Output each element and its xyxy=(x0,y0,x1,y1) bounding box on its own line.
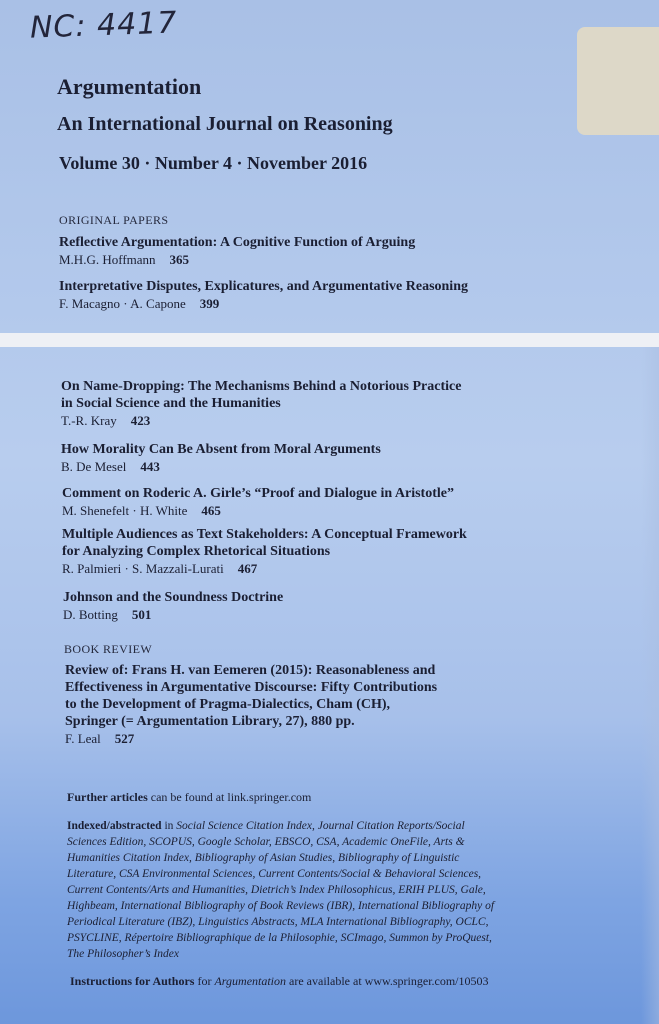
article-entry xyxy=(61,378,461,429)
article-page: 467 xyxy=(237,561,258,576)
indexed-line: Periodical Literature (IBZ), Linguistics Abstracts, MLA International Bibliography, OCLC, xyxy=(67,916,489,928)
article-page: 501 xyxy=(131,607,152,622)
handwritten-note: NC: 4417 xyxy=(29,5,178,46)
library-sticker xyxy=(577,27,659,135)
indexed-line: Highbeam, International Bibliography of Book Reviews (IBR), International Bibliography of xyxy=(67,900,495,912)
instructions-note xyxy=(70,974,489,989)
indexed-line: Social Science Citation Index, Journal Citation Reports/Social xyxy=(176,820,465,832)
article-authors: R. Palmieri · S. Mazzali-Lurati xyxy=(62,561,224,576)
book-review-title: Effectiveness in Argumentative Discourse: Fifty Contributions xyxy=(65,680,438,695)
article-page: 443 xyxy=(140,459,160,474)
article-page: 423 xyxy=(130,413,151,428)
indexed-line: Current Contents/Arts and Humanities, Dietrich’s Index Philosophicus, ERIH PLUS, Gale, xyxy=(67,884,486,896)
instructions-link-text: are available at www.springer.com/10503 xyxy=(289,974,489,988)
indexed-abstracted-note xyxy=(67,818,647,962)
article-title: How Morality Can Be Absent from Moral Arguments xyxy=(61,442,381,457)
instructions-for: for xyxy=(197,974,212,988)
article-page: 365 xyxy=(169,252,190,267)
article-title: Johnson and the Soundness Doctrine xyxy=(63,590,284,605)
indexed-line: Sciences Edition, SCOPUS, Google Scholar, EBSCO, CSA, Academic OneFile, Arts & xyxy=(67,836,465,848)
article-title: Interpretative Disputes, Explicatures, and Argumentative Reasoning xyxy=(59,279,468,294)
indexed-lead: Indexed/abstracted xyxy=(67,820,162,832)
book-review-title: Springer (= Argumentation Library, 27), 880 pp. xyxy=(65,714,355,729)
further-articles-note xyxy=(67,790,311,805)
article-page: 465 xyxy=(201,503,221,518)
instructions-lead: Instructions for Authors xyxy=(70,974,195,988)
article-title: Reflective Argumentation: A Cognitive Function of Arguing xyxy=(59,235,416,250)
book-review-label: BOOK REVIEW xyxy=(64,642,153,656)
article-authors: M.H.G. Hoffmann xyxy=(59,252,156,267)
article-entry xyxy=(59,234,415,268)
article-entry xyxy=(62,526,467,577)
article-entry xyxy=(62,485,454,519)
journal-subtitle: An International Journal on Reasoning xyxy=(57,113,393,135)
article-entry xyxy=(59,278,468,312)
article-authors: M. Shenefelt · H. White xyxy=(62,503,188,518)
article-authors: T.-R. Kray xyxy=(61,413,117,428)
journal-title: Argumentation xyxy=(57,74,202,99)
article-page: 399 xyxy=(199,296,220,311)
further-articles-lead: Further articles xyxy=(67,790,148,804)
original-papers-label: ORIGINAL PAPERS xyxy=(59,213,169,227)
article-title: in Social Science and the Humanities xyxy=(61,396,281,411)
article-authors: B. De Mesel xyxy=(61,459,127,474)
indexed-line: Humanities Citation Index, Bibliography of Asian Studies, Bibliography of Linguistic xyxy=(67,852,460,864)
article-title: for Analyzing Complex Rhetorical Situations xyxy=(62,544,331,559)
indexed-in: in xyxy=(164,820,174,832)
article-authors: D. Botting xyxy=(63,607,118,622)
book-review-page: 527 xyxy=(114,731,135,746)
article-title: Multiple Audiences as Text Stakeholders: A Conceptual Framework xyxy=(62,527,467,542)
article-title: Comment on Roderic A. Girle’s “Proof and Dialogue in Aristotle” xyxy=(62,486,454,501)
article-authors: F. Macagno · A. Capone xyxy=(59,296,186,311)
book-review-title: Review of: Frans H. van Eemeren (2015): Reasonableness and xyxy=(65,663,436,678)
issue-info: Volume 30 · Number 4 · November 2016 xyxy=(59,153,368,173)
book-review-entry xyxy=(65,662,437,747)
indexed-line: Literature, CSA Environmental Sciences, Current Contents/Social & Behavioral Sciences, xyxy=(67,868,482,880)
article-entry xyxy=(63,589,283,623)
book-review-author: F. Leal xyxy=(65,731,101,746)
book-review-title: to the Development of Pragma-Dialectics, Cham (CH), xyxy=(65,697,391,712)
further-articles-text: can be found at link.springer.com xyxy=(150,790,312,804)
indexed-line: The Philosopher’s Index xyxy=(67,948,180,960)
cover-divider-band xyxy=(0,333,659,347)
article-entry xyxy=(61,441,381,475)
indexed-line: PSYCLINE, Répertoire Bibliographique de la Philosophie, SCImago, Summon by ProQuest, xyxy=(67,932,492,944)
instructions-journal: Argumentation xyxy=(214,974,287,988)
article-title: On Name-Dropping: The Mechanisms Behind a Notorious Practice xyxy=(61,379,462,394)
